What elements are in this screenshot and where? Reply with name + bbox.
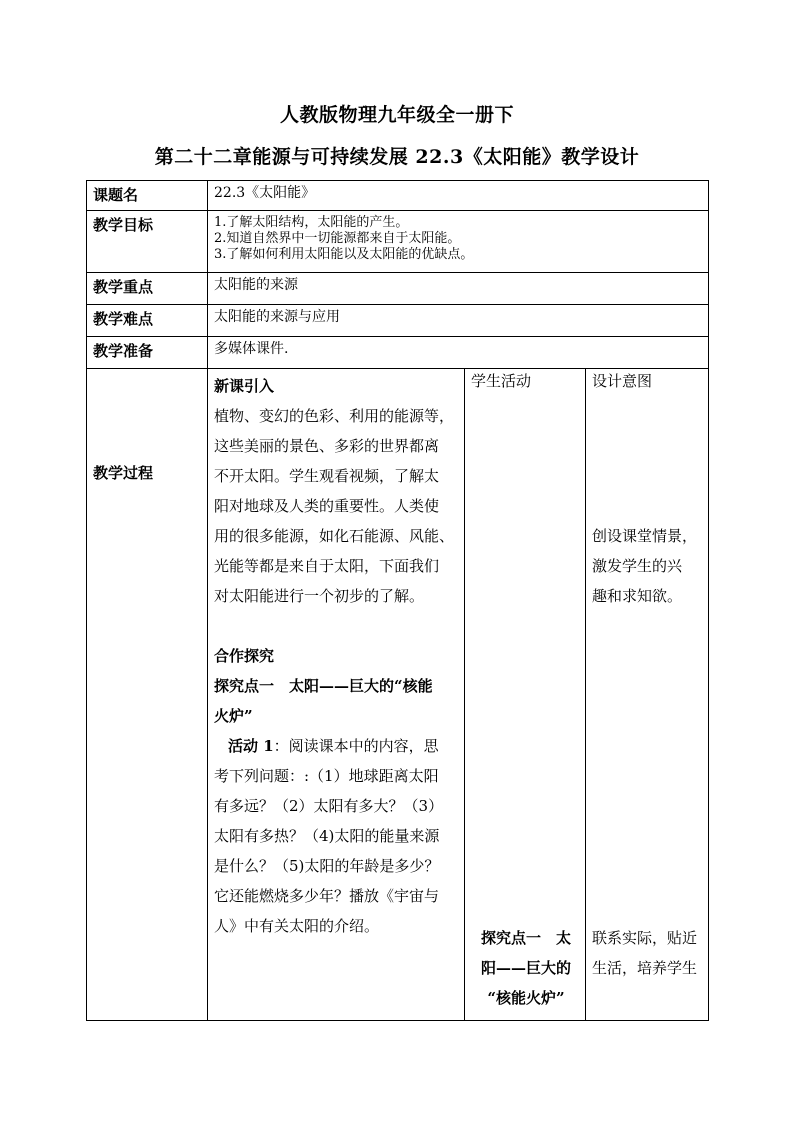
intent-line: 生活，培养学生 — [592, 959, 698, 977]
student-activity-label: 学生活动 — [471, 372, 532, 390]
intro-line: 阳对地球及人类的重要性。人类使 — [214, 497, 440, 515]
activity-line: 太阳有多热？（4)太阳的能量来源 — [214, 827, 440, 845]
design-intent-mid — [592, 521, 704, 611]
intro-line: 对太阳能进行一个初步的了解。 — [214, 587, 425, 605]
intro-line: 植物、变幻的色彩、利用的能源等， — [214, 407, 455, 425]
intent-line: 联系实际，贴近 — [592, 929, 698, 947]
row-prep — [87, 337, 709, 369]
design-intent-label: 设计意图 — [592, 372, 653, 390]
goal-item: 1.了解太阳结构，太阳能的产生。 — [214, 215, 409, 230]
design-intent-column — [586, 369, 709, 1021]
student-activity-line: 阳——巨大的 — [480, 959, 571, 977]
intro-heading: 新课引入 — [214, 377, 275, 395]
activity-line: 它还能燃烧多少年？播放《宇宙与 — [214, 887, 440, 905]
design-intent-bottom — [592, 923, 704, 983]
difficulty-value: 太阳能的来源与应用 — [208, 305, 709, 337]
prep-label: 教学准备 — [87, 337, 208, 369]
coop-heading: 合作探究 — [214, 647, 275, 665]
goal-item: 3.了解如何利用太阳能以及太阳能的优缺点。 — [214, 247, 474, 262]
activity-line: ：阅读课本中的内容，思 — [273, 737, 439, 755]
activity-label: 活动 1 — [228, 737, 274, 755]
row-goals — [87, 211, 709, 273]
explore-heading: 探究点一 太阳——巨大的“核能 — [214, 677, 433, 695]
intent-line: 创设课堂情景， — [592, 527, 698, 545]
explore-heading: 火炉” — [214, 707, 253, 725]
row-focus — [87, 273, 709, 305]
student-activity-line: 探究点一 太 — [480, 929, 571, 947]
focus-value: 太阳能的来源 — [208, 273, 709, 305]
difficulty-label: 教学难点 — [87, 305, 208, 337]
intent-line: 激发学生的兴 — [592, 557, 683, 575]
student-activity-column — [465, 369, 586, 1021]
process-label: 教学过程 — [87, 369, 208, 1021]
student-activity-content — [471, 923, 581, 1013]
row-difficulty — [87, 305, 709, 337]
activity-line: 是什么？（5)太阳的年龄是多少？ — [214, 857, 440, 875]
student-activity-line: “核能火炉” — [487, 989, 565, 1007]
intent-line: 趣和求知欲。 — [592, 587, 683, 605]
process-content — [208, 369, 465, 1021]
activity-line: 人》中有关太阳的介绍。 — [214, 917, 380, 935]
goals-value — [208, 211, 709, 273]
row-topic — [87, 181, 709, 211]
focus-label: 教学重点 — [87, 273, 208, 305]
goal-item: 2.知道自然界中一切能源都来自于太阳能。 — [214, 231, 461, 246]
activity-paragraph — [214, 731, 458, 761]
intro-line: 光能等都是来自于太阳，下面我们 — [214, 557, 440, 575]
topic-label: 课题名 — [87, 181, 208, 211]
row-process — [87, 369, 709, 1021]
intro-line: 用的很多能源，如化石能源、风能、 — [214, 527, 455, 545]
goals-label: 教学目标 — [87, 211, 208, 273]
intro-line: 不开太阳。学生观看视频，了解太 — [214, 467, 440, 485]
intro-line: 这些美丽的景色、多彩的世界都离 — [214, 437, 440, 455]
activity-line: 有多远？（2）太阳有多大？（3） — [214, 797, 444, 815]
document-subtitle: 第二十二章能源与可持续发展 22.3《太阳能》教学设计 — [154, 146, 640, 168]
activity-line: 考下列问题：:（1）地球距离太阳 — [214, 767, 439, 785]
topic-value: 22.3《太阳能》 — [208, 181, 709, 211]
lesson-plan-table — [86, 180, 709, 1021]
document-title: 人教版物理九年级全一册下 — [279, 104, 514, 126]
prep-value: 多媒体课件. — [208, 337, 709, 369]
